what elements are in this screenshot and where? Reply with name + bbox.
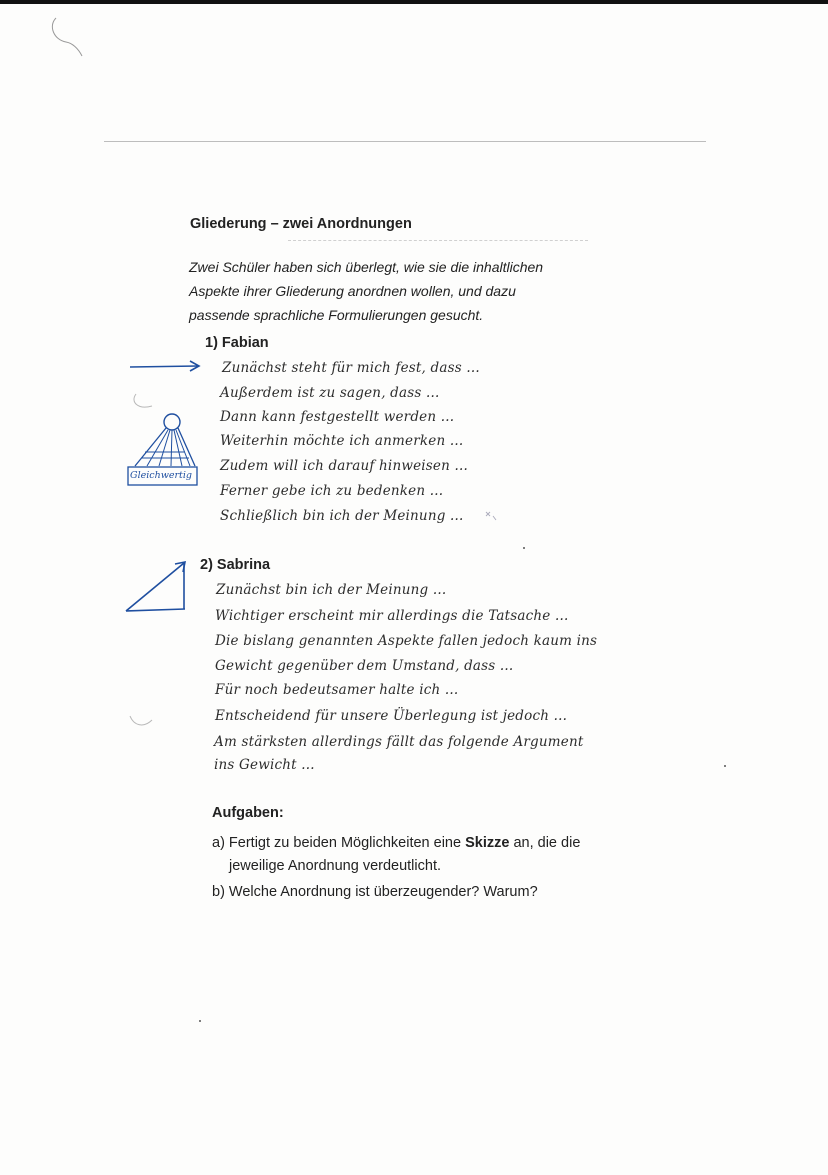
- page-title: Gliederung – zwei Anordnungen: [190, 216, 412, 232]
- sabrina-heading: 2) Sabrina: [200, 557, 271, 573]
- fabian-line: Zudem will ich darauf hinweisen ...: [220, 458, 468, 474]
- intro-line: Aspekte ihrer Gliederung anordnen wollen, und dazu: [189, 283, 516, 299]
- pencil-arc-mark: [130, 392, 156, 412]
- sketch-ascending-triangle-icon: [122, 558, 192, 616]
- fabian-line: Außerdem ist zu sagen, dass ...: [220, 385, 440, 401]
- fabian-line: Zunächst steht für mich fest, dass ...: [222, 360, 480, 376]
- fabian-line: Schließlich bin ich der Meinung ...: [220, 508, 464, 524]
- arrow-right-icon: [128, 358, 204, 376]
- header-rule: [104, 141, 706, 142]
- intro-line: passende sprachliche Formulierungen gesucht.: [189, 307, 484, 323]
- fabian-heading: 1) Fabian: [205, 335, 269, 351]
- fabian-line: Weiterhin möchte ich anmerken ...: [220, 433, 464, 449]
- task-a-continuation: jeweilige Anordnung verdeutlicht.: [229, 858, 441, 874]
- intro-line: Zwei Schüler haben sich überlegt, wie sie die inhaltlichen: [189, 259, 544, 275]
- intro-text: [189, 255, 629, 327]
- scan-speck: [724, 765, 726, 767]
- sabrina-line: Entscheidend für unsere Überlegung ist jedoch ...: [215, 708, 568, 724]
- pencil-arc-mark: [128, 712, 154, 730]
- sabrina-line: Wichtiger erscheint mir allerdings die Tatsache ...: [215, 608, 569, 624]
- sketch-annotation-label: Gleichwertig: [130, 470, 192, 481]
- scan-speck: [523, 547, 525, 549]
- pencil-sparkle-mark: [482, 508, 500, 524]
- sabrina-line: Zunächst bin ich der Meinung ...: [216, 582, 447, 598]
- task-a: [212, 835, 580, 851]
- task-a-text-end: an, die die: [509, 835, 581, 851]
- task-a-keyword: Skizze: [465, 835, 510, 851]
- tasks-heading: Aufgaben:: [212, 805, 284, 821]
- sabrina-line: Am stärksten allerdings fällt das folgende Argument: [214, 734, 584, 750]
- sabrina-line: Die bislang genannten Aspekte fallen jedoch kaum ins: [215, 633, 598, 649]
- title-underline: [288, 240, 588, 241]
- sabrina-line: Für noch bedeutsamer halte ich ...: [215, 682, 459, 698]
- pencil-corner-mark: [42, 12, 92, 60]
- task-b: b) Welche Anordnung ist überzeugender? Warum?: [212, 884, 538, 900]
- sabrina-line: ins Gewicht ...: [214, 757, 315, 773]
- scan-top-edge: [0, 0, 828, 4]
- fabian-line: Dann kann festgestellt werden ...: [220, 409, 455, 425]
- sabrina-line: Gewicht gegenüber dem Umstand, dass ...: [215, 658, 514, 674]
- task-a-text: a) Fertigt zu beiden Möglichkeiten eine: [212, 835, 466, 851]
- scan-speck: [199, 1020, 201, 1022]
- fabian-line: Ferner gebe ich zu bedenken ...: [220, 483, 444, 499]
